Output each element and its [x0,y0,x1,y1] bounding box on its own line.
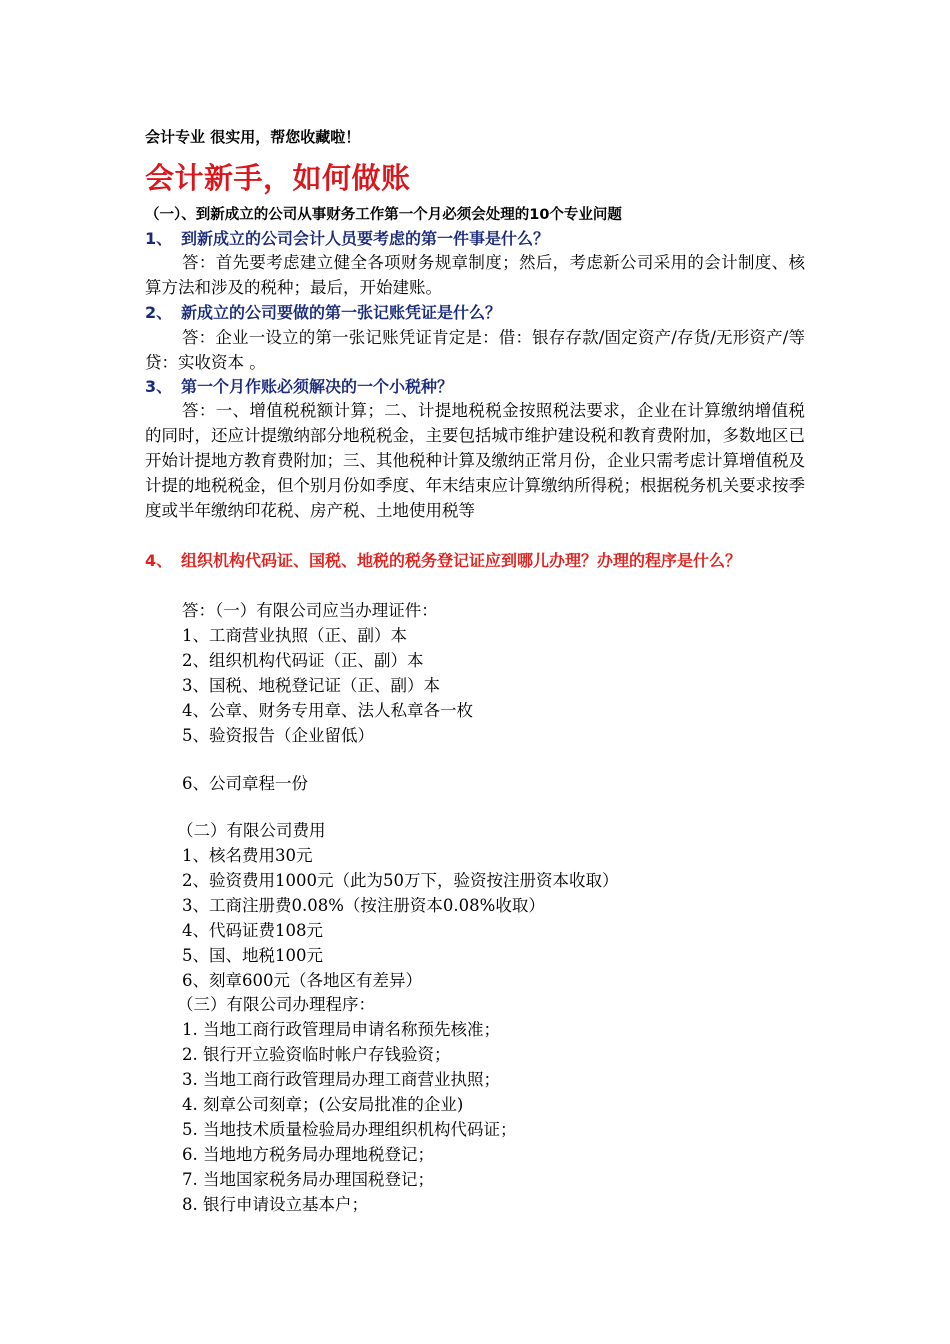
list-item: 4. 刻章公司刻章；(公安局批准的企业) [182,1095,464,1114]
list-item: 6、公司章程一份 [182,774,308,793]
list-item: 3、国税、地税登记证（正、副）本 [182,676,440,695]
list-item: 1. 当地工商行政管理局申请名称预先核准； [182,1020,500,1039]
list-item: 3、工商注册费0.08%（按注册资本0.08%收取） [182,896,545,915]
section-heading: （一）、到新成立的公司从事财务工作第一个月必须会处理的10个专业问题 [145,207,622,223]
list-item: 5、国、地税100元 [182,946,323,965]
question-number: 2、 [145,303,173,322]
list-item: 3. 当地工商行政管理局办理工商营业执照； [182,1070,500,1089]
list-item: 1、工商营业执照（正、副）本 [182,626,407,645]
question-text: 第一个月作账必须解决的一个小税种？ [181,377,454,396]
question-text: 到新成立的公司会计人员要考虑的第一件事是什么？ [181,229,550,248]
answer-1: 答：首先要考虑建立健全各项财务规章制度；然后，考虑新公司采用的会计制度、核算方法和涉及的税种；最后，开始建账。 [145,253,805,297]
list-item: 2、验资费用1000元（此为50万下，验资按注册资本收取） [182,871,619,890]
page-title: 会计新手，如何做账 [145,161,411,195]
list-item: 4、代码证费108元 [182,921,323,940]
answer-4-heading: 答：（一）有限公司应当办理证件： [182,601,438,620]
intro-line: 会计专业 很实用，帮您收藏啦！ [145,128,361,146]
list-item: 5、验资报告（企业留低） [182,726,374,745]
question-text: 新成立的公司要做的第一张记账凭证是什么？ [181,303,502,322]
question-number: 3、 [145,377,173,396]
list-item: 2、组织机构代码证（正、副）本 [182,651,424,670]
list-item: 5. 当地技术质量检验局办理组织机构代码证； [182,1120,517,1139]
question-3 [145,375,805,399]
answer-2: 答：企业一设立的第一张记账凭证肯定是：借：银存存款/固定资产/存货/无形资产/等 贷：实收资本 。 [145,328,805,372]
steps-heading: （三）有限公司办理程序： [177,995,375,1014]
list-item: 7. 当地国家税务局办理国税登记； [182,1170,434,1189]
answer-3: 答：一、增值税税额计算；二、计提地税税金按照税法要求，企业在计算缴纳增值税的同时，还应计提缴纳部分地税税金，主要包括城市维护建设税和教育费附加，多数地区已开始计提地方教育费附加；三、其他税种计算及缴纳正常月份，企业只需考虑计算增值税及计提的地税税金，但个别月份如季度、年末结束应计算缴纳所得税；根据税务机关要求按季度或半年缴纳印花税、房产税、土地使用税等 [145,401,805,520]
list-item: 6. 当地地方税务局办理地税登记； [182,1145,434,1164]
question-number: 1、 [145,229,173,248]
question-text: 组织机构代码证、国税、地税的税务登记证应到哪儿办理？办理的程序是什么？ [181,551,742,570]
question-1 [145,227,805,251]
list-item: 8. 银行申请设立基本户； [182,1195,368,1214]
question-number: 4、 [145,551,173,570]
list-item: 6、刻章600元（各地区有差异） [182,971,422,990]
list-item: 1、核名费用30元 [182,846,313,865]
list-item: 2. 银行开立验资临时帐户存钱验资； [182,1045,451,1064]
fees-heading: （二）有限公司费用 [177,821,326,840]
list-item: 4、公章、财务专用章、法人私章各一枚 [182,701,473,720]
question-2 [145,301,805,325]
question-4 [145,549,805,573]
